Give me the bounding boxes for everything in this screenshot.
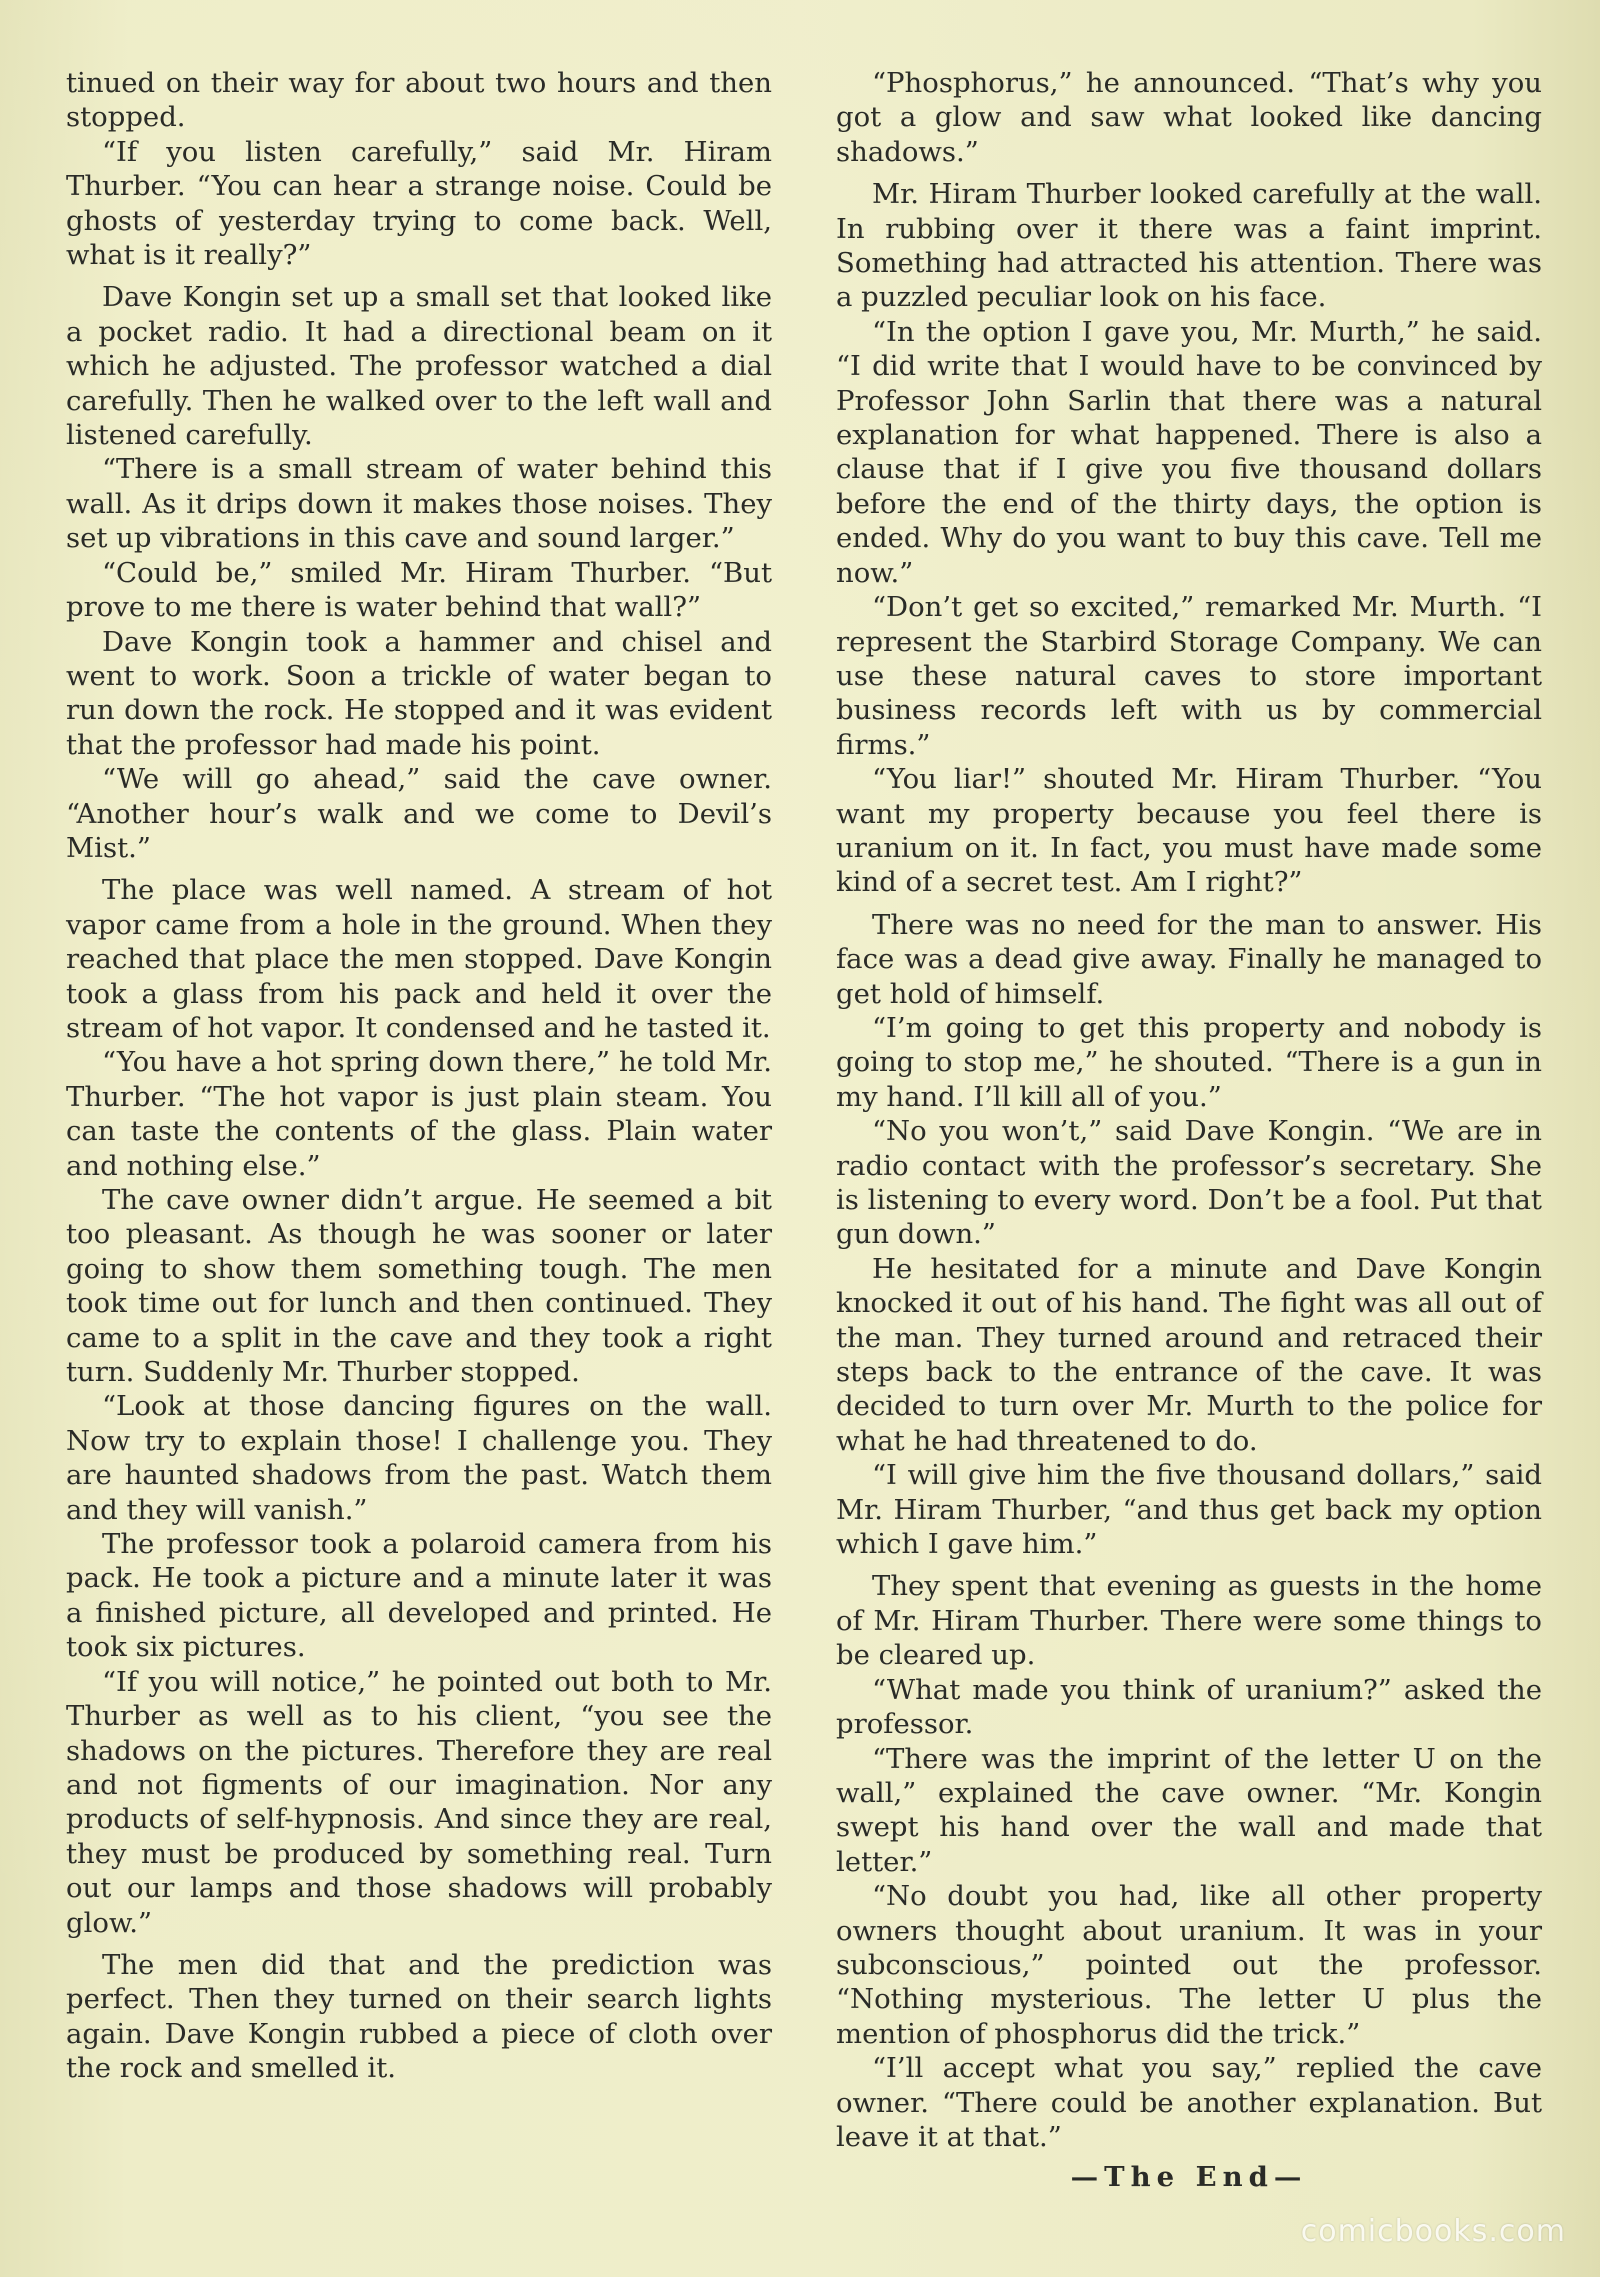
paragraph: “I’m going to get this property and nobody is going to stop me,” he shouted. “There is a gun in my hand. I’ll kill all of you.” [836,1011,1542,1113]
paragraph: “No doubt you had, like all other property owners thought about uranium. It was in your subconscious,” pointed out the professor. “Nothing mysterious. The letter U plus the mention of phosphorus did the trick.” [836,1880,1542,2050]
paragraph: “You liar!” shouted Mr. Hiram Thurber. “You want my property because you feel there is uranium on it. In fact, you must have made some kind of a secret test. Am I right?” [836,763,1542,899]
paragraph: “I’ll accept what you say,” replied the cave owner. “There could be another explanation. But leave it at that.” [836,2052,1542,2153]
paragraph: “There is a small stream of water behind this wall. As it drips down it makes those noises. They set up vibrations in this cave and sound larger.” [66,453,772,555]
watermark: comicbooks.com [1300,2214,1566,2249]
paragraph: “Could be,” smiled Mr. Hiram Thurber. “But prove to me there is water behind that wall?” [66,556,772,624]
paragraph: “No you won’t,” said Dave Kongin. “We are in radio contact with the professor’s secretary. She is listening to every word. Don’t be a fool. Put that gun down.” [836,1115,1542,1251]
paragraph: Dave Kongin set up a small set that looked like a pocket radio. It had a directional beam on it which he adjusted. The professor watched a dial carefully. Then he walked over to the left wall and listened carefully. [66,281,772,452]
paragraph: “Don’t get so excited,” remarked Mr. Murth. “I represent the Starbird Storage Company. We can use these natural caves to store important business records left with us by commercial firms.” [836,591,1542,761]
paragraph: The professor took a polaroid camera from his pack. He took a picture and a minute later it was a finished picture, all developed and printed. He took six pictures. [66,1528,772,1664]
paragraph: “You have a hot spring down there,” he told Mr. Thurber. “The hot vapor is just plain steam. You can taste the contents of the glass. Plain water and nothing else.” [66,1046,772,1182]
right-text-column [836,66,1542,2195]
paragraph: “We will go ahead,” said the cave owner. “Another hour’s walk and we come to Devil’s Mist.” [66,763,772,864]
paragraph: “Look at those dancing figures on the wall. Now try to explain those! I challenge you. They are haunted shadows from the past. Watch them and they will vanish.” [66,1390,772,1526]
paragraph: “There was the imprint of the letter U on the wall,” explained the cave owner. “Mr. Kongin swept his hand over the wall and made that letter.” [836,1742,1542,1878]
paragraph: The place was well named. A stream of hot vapor came from a hole in the ground. When they reached that place the men stopped. Dave Kongin took a glass from his pack and held it over the stream of hot vapor. It condensed and he tasted it. [66,874,772,1044]
paragraph: “If you will notice,” he pointed out both to Mr. Thurber as well as to his client, “you see the shadows on the pictures. Therefore they are real and not figments of our imagination. Nor any products of self-hypnosis. And since they are real, they must be produced by something real. Turn out our lamps and those shadows will probably glow.” [66,1665,772,1939]
paragraph: He hesitated for a minute and Dave Kongin knocked it out of his hand. The fight was all out of the man. They turned around and retraced their steps back to the entrance of the cave. It was decided to turn over Mr. Murth to the police for what he had threatened to do. [836,1252,1542,1457]
paragraph: There was no need for the man to answer. His face was a dead give away. Finally he managed to get hold of himself. [836,908,1542,1010]
paragraph: Mr. Hiram Thurber looked carefully at the wall. In rubbing over it there was a faint imprint. Something had attracted his attention. There was a puzzled peculiar look on his face. [836,178,1542,314]
paragraph: The men did that and the prediction was perfect. Then they turned on their search lights again. Dave Kongin rubbed a piece of cloth over the rock and smelled it. [66,1948,772,2085]
paragraph: Dave Kongin took a hammer and chisel and went to work. Soon a trickle of water began to run down the rock. He stopped and it was evident that the professor had made his point. [66,625,772,761]
paragraph: The cave owner didn’t argue. He seemed a bit too pleasant. As though he was sooner or later going to show them something tough. The men took time out for lunch and then continued. They came to a split in the cave and they took a right turn. Suddenly Mr. Thurber stopped. [66,1184,772,1389]
paragraph: “If you listen carefully,” said Mr. Hiram Thurber. “You can hear a strange noise. Could be ghosts of yesterday trying to come back. Well, what is it really?” [66,135,772,272]
paragraph: “Phosphorus,” he announced. “That’s why you got a glow and saw what looked like dancing shadows.” [836,67,1542,168]
left-text-column [66,66,772,2086]
paragraph: They spent that evening as guests in the home of Mr. Hiram Thurber. There were some things to be cleared up. [836,1570,1542,1672]
paragraph: “I will give him the five thousand dollars,” said Mr. Hiram Thurber, “and thus get back my option which I gave him.” [836,1459,1542,1561]
paragraph: “In the option I gave you, Mr. Murth,” he said. “I did write that I would have to be convinced by Professor John Sarlin that there was a natural explanation for what happened. There is also a clause that if I give you five thousand dollars before the end of the thirty days, the option is ended. Why do you want to buy this cave. Tell me now.” [836,315,1542,589]
paragraph: tinued on their way for about two hours and then stopped. [66,67,772,134]
the-end-mark: —The End— [1070,2161,1308,2194]
paragraph: “What made you think of uranium?” asked the professor. [836,1673,1542,1741]
